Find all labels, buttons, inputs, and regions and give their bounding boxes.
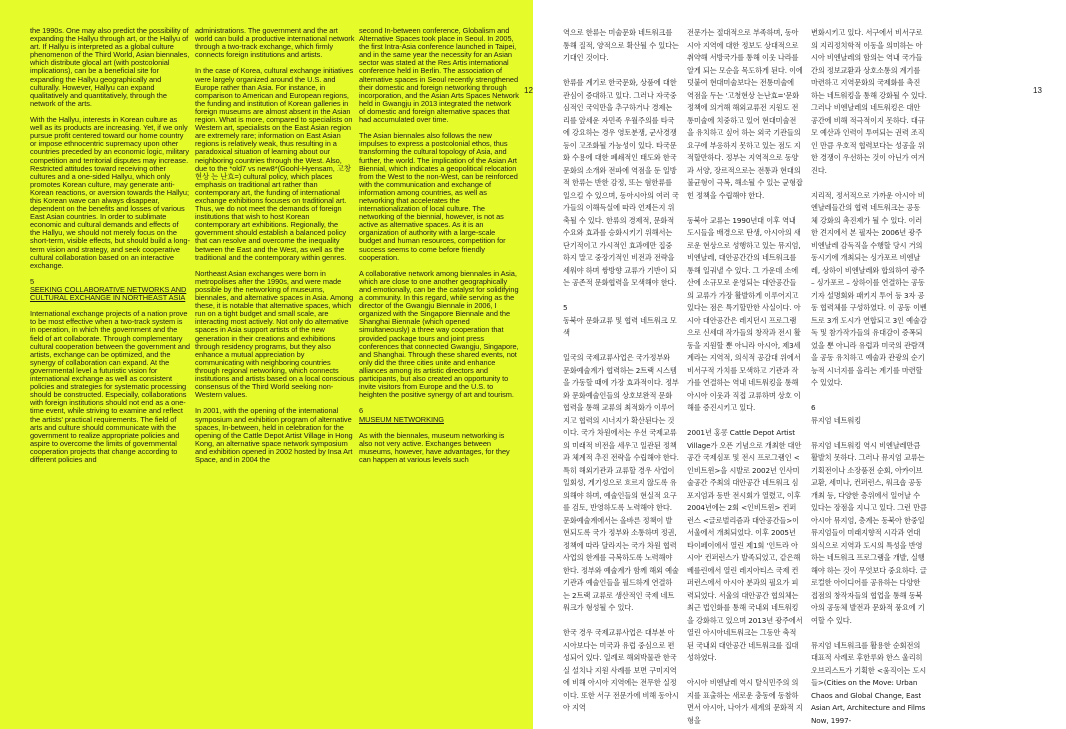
section-number: 5 bbox=[30, 276, 35, 286]
body-paragraph: 동북아 교류는 1990년대 이후 역내 도시들을 배경으로 탄생, 아시아의 새로운 현상으로 성행하고 있는 뮤지엄, 비엔날레, 대안공간간의 네트워크를 통해 일궈낼 수 있다. 그 가운데 소에산에 소규모로 운영되는 대안공간들의 교류가 가장 활발하게 이루어지고 있다는 점은 특기할만한 사실이다. 아시아 대안공간은 레지던시 프로그램으로 신세대 작가들의 창작과 전시 활동을 지원할 뿐 아니라 아시아, 제3세계라는 지역적, 의식적 공감대 위에서 비서구적 가치를 모색하고 기관과 작가를 연결하는 역내 네트워킹을 통해 아시아 이웃과 직접 교류하며 상호 이해를 증진시키고 있다. bbox=[687, 215, 801, 412]
body-paragraph: In 2001, with the opening of the international symposium and exhibition program of alternative spaces, In-between, held in celebration for the opening of the Cattle Depot Artist Village in Hong Kong, an alternative space network symposium and exhibition opened in 2002 hosted by Insa Art Space, and in 2004 the bbox=[195, 406, 353, 464]
korean-column-1 bbox=[563, 27, 679, 727]
body-paragraph: 한류를 계기로 한국문화, 상품에 대한 관심이 증대하고 있다. 그러나 자국중심적인 국익만을 추구하거나 경제논리를 앞세운 자민족 우월주의를 타국에 강요하는 경우 영토분쟁, 군사경쟁 등이 고조화될 가능성이 있다. 타국문화 수용에 대한 폐쇄적인 태도와 한국문화의 소개와 전파에 역점을 둔 일방적 한류는 반한 감정, 또는 혐한류를 일으킬 수 있으며, 동아시아의 여러 국가들의 이해득실에 따라 언제든지 위축될 수 있다. 한류의 경제적, 문화적 수요와 효과를 승화시키기 위해서는 단기적이고 가시적인 효과에만 집중하지 말고 중장기적인 비전과 전략을 세워야 하며 쌍방향 교류가 기반이 되는 공존적 문화협력을 모색해야 한다. bbox=[563, 78, 679, 287]
english-column-3 bbox=[359, 27, 519, 727]
body-paragraph: The Asian biennales also follows the new impulses to express a postcolonial ethos, thus transforming the cultural topology of Asia, and further, the world. The implication of the Asian Art Biennial, which indicates a geopolitical relocation from the West to the non-West, can be reinforced with the communication and exchange of information among countries, as well as networking that accelerates the internationalization of local culture. The networking of the biennial, however, is not as active as alternative spaces. As it is an organization of authority with a large-scale budget and human resources, competition for success seems to come before friendly cooperation. bbox=[359, 131, 518, 262]
body-paragraph: 전문가는 절대적으로 부족하며, 동아시아 지역에 대한 정보도 상대적으로 취약해 서방국가를 통해 이웃 나라를 알게 되는 모순을 목도하게 된다. 이에 덧붙여 현대미술보다는 전통미술에 역점을 두는 '고청현상 는난효='문화정책에 의거해 해외교류전 지원도 전통미술에 치중하고 있어 현대미술전을 유치하고 싶어 하는 외국 기관들의 요구에 부응하지 못하고 있는 점도 지적할만하다. 정부는 지역적으로 동양과 서양, 장르적으로는 전통과 현대의 불균형이 극복, 해소될 수 있는 균형잡힌 정책을 수립해야 한다. bbox=[687, 28, 803, 200]
section-heading: 뮤지엄 네트워킹 bbox=[811, 415, 862, 425]
body-paragraph: With the Hallyu, interests in Korean culture as well as its products are increasing. Yet, if we only pursue profit centered toward our home country or impose ethnocentric supremacy upon other countries preceded by an economic logic, military competition and territorial disputes may increase. Restricted attitudes toward receiving other cultures and a one-sided Hallyu, which only promotes Korean culture, may generate anti-Korean reactions, or aversion towards the Hallyu; this Korean wave can always disappear, dependent on the benefits and losses of various East Asian countries. In order to sublimate economic and cultural demands and effects of the Hallyu, we should not merely focus on the short-term, visible effects, but should build a long-term vision and strategy, and seek cooperative cultural collaboration based on an interactive exchange. bbox=[30, 115, 190, 270]
body-paragraph: 역으로 한류는 미술문화 네트워크를 통해 질적, 양적으로 확산될 수 있다는 기대인 것이다. bbox=[563, 28, 679, 62]
section-heading: MUSEUM NETWORKING bbox=[359, 414, 444, 424]
body-paragraph: In the case of Korea, cultural exchange initiatives were largely organized around the U.S. and Europe rather than Asia. For instance, in comparison to American and European regions, the funding and institution of Korean galleries in foreign museums are almost absent in the Asian region. What is more, compared to specialists on Western art, specialists on the East Asian region are extremely rare; information on East Asian regions is relatively weak, thus resulting in a paradoxical situation of learning about our neighboring countries through the West. Also, due to the *old7 vs new8*(Goohl-Hyensam, 고창현상 는 난효=) cultural policy, which places emphasis on traditional art rather than contemporary art, the funding of international exchange exhibitions focuses on traditional art. Thus, we do not meet the demands of foreign institutions that wish to host Korean contemporary art exhibitions. Regionally, the government should establish a balanced policy that can resolve and overcome the inequality between the East and the West, as well as the traditional and the contemporary within genres. bbox=[195, 66, 354, 262]
body-paragraph: administrations. The government and the art world can build a productive international network through a two-track exchange, which firmly connects foreign institutions and artists. bbox=[195, 27, 355, 60]
body-paragraph: 일국의 국제교류사업은 국가정부와 문화예술계가 협력하는 2트랙 시스템을 가동할 때에 가장 효과적이다. 정부와 문화예술인들의 상호보완적 문화협력을 통해 교류의 최적화가 이루어지고 협력의 시너지가 확산된다는 것이다. 국가 차원에서는 우선 국제교류의 미래적 비전을 세우고 일관된 정책과 체계적 추진 전략을 수립해야 한다. 특히 해외기관과 교류할 경우 사업이 일회성, 게기성으로 흐르지 않도록 유의해야 하며, 예술인들의 현실적 요구를 검토, 반영하도록 노력해야 한다. 문화예술계에서는 올바른 정책이 발현되도록 국가 정부와 소통하며 정권, 정책에 따라 달라지는 국가 차원 협력사업의 한계를 극복하도록 노력해야 한다. 정부와 예술계가 함께 해외 예술 기관과 예술인들을 필드하게 연결하는 2트랙 교류로 생산적인 국제 네트워크가 형성될 수 있다. bbox=[563, 353, 679, 612]
section-number: 6 bbox=[811, 403, 816, 412]
korean-column-3 bbox=[811, 27, 927, 727]
korean-column-2 bbox=[687, 27, 803, 727]
body-paragraph: 한국 경우 국제교류사업은 대부분 아시아보다는 미국과 유럽 중심으로 편성되어 있다. 일례로 해외박물관 한국실 설치나 지원 사례를 보면 구미지역에 비해 아시아 지역에는 전무한 실정이다. 또한 서구 전문가에 비해 동아시아 지역 bbox=[563, 628, 679, 712]
page-number-right: 13 bbox=[1033, 86, 1042, 95]
body-paragraph: 2001년 홍콩 Cattle Depot Artist Village가 오픈 기념으로 개최한 대안공간 국제심포 및 전시 프로그램인 <인비트윈>을 시발로 2002년 인사미술공간 주최의 대안공간 네트워크 심포지엄과 동반 전시회가 열렸고, 이후 2004년에는 2회 <인비트윈> 컨퍼런스 <글로벌리즘과 대안공간들>이 서울에서 개최되었다. 이후 2005년 타이페이에서 열린 제1회 '인트라 아시아' 컨퍼런스가 발족되었고, 같은해 베를린에서 열린 레지아티스 국제 컨퍼런스에서 아시아 분과의 필요가 피력되었다. 서울의 대안공간 협의체는 최근 법인화를 통해 국내외 네트워킹을 강화하고 있으며 2013년 광주에서 열린 아시아네트워크는 그동안 축적된 국내외 대안공간 네트워크를 집대성하였다. bbox=[687, 428, 803, 662]
section-number: 6 bbox=[359, 406, 364, 416]
section-heading: SEEKING COLLABORATIVE NETWORKS AND CULTURAL EXCHANGE IN NORTHEAST ASIA bbox=[30, 285, 187, 303]
right-page-korean bbox=[533, 0, 1066, 729]
body-paragraph: International exchange projects of a nation prove to be most effective when a two-track system is in operation, in which the government and the field of art collaborate. Through complementary cultural cooperation between the government and artists, exchange can be optimized, and the synergy of collaboration can expand. At the governmental level a futuristic vision for international exchange as well as consistent policies and strategies for systematic processing should be constructed. Especially, collaborations with foreign institutions should not end as a one-time event, while striving to examine and reflect the artists' practical requirements. The field of arts and culture should communicate with the government to realize appropriate policies and aspire to overcome the limits of governmental cooperation projects that change according to different policies and bbox=[30, 309, 190, 464]
body-paragraph: A collaborative network among biennales in Asia, which are close to one another geographically and emotionally, can be the catalyst for solidifying a community. In this regard, while serving as the director of the Gwangju Biennale in 2006, I organized with the Singapore Biennale and the Shanghai Biennale (which opened simultaneously) a three way cooperation that provided package tours and joint press conferences that connected Gwangju, Singapore, and Shanghai. Through these shared events, not only did the three cities unite and enhance alliances among its artistic directors and participants, but also created an opportunity to invite visitors from Europe and the U.S. to heighten the positive synergy of art and tourism. bbox=[359, 268, 519, 400]
body-paragraph: As with the biennales, museum networking is also not very active. Exchanges between museums, however, have advantages, for they can happen at various levels such bbox=[359, 430, 510, 464]
section-number: 5 bbox=[563, 303, 568, 312]
body-paragraph: 변화시키고 있다. 서구에서 비서구로의 지리정치학적 이동을 의미하는 아시아 비엔날레의 함의는 역내 국가들간의 정보교환과 상호소통의 계기를 마련하고 지역문화의 국제화를 촉진하는 네트워킹을 통해 강화될 수 있다. 그러나 비엔날레의 네트워킹은 대안공간에 비해 적극적이지 못하다. 대규모 예산과 인력이 투여되는 권력 조직인 만큼 우호적 협력보다는 성공을 위한 경쟁이 우선하는 것이 아닌가 여겨진다. bbox=[811, 28, 927, 175]
body-paragraph: 지리적, 정서적으로 가까운 아시아 비엔날레들간의 협력 네트워크는 공동체 강화의 촉진제가 될 수 있다. 이러한 견지에서 본 필자는 2006년 광주비엔날레 감독직을 수행할 당시 거의 동시기에 개최되는 싱가포르 비엔날레, 상하이 비엔날레와 합의하여 광주 – 싱가포르 – 상하이를 연결하는 공동기자 설명회와 패키지 투어 등 3자 공동 협력체를 구성하였다. 이 공동 이벤트로 3개 도시가 연합되고 3인 예술감독 및 참가작가들의 유대감이 증폭되었을 뿐 아니라 유럽과 미국의 관람객을 공동 유치하고 예술과 관광의 순기능적 시너지를 올리는 계기를 마련할 수 있었다. bbox=[811, 190, 927, 387]
english-column-1 bbox=[30, 27, 190, 727]
body-paragraph: second In-between conference, Globalism and Alternative Spaces took place in Seoul. In 2005, the first Intra-Asia conference launched in Taipei, and in the same year the necessity for an Asian sector was stated at the Res Artis international conference held in Berlin. The association of alternative spaces in Seoul recently strengthened their domestic and foreign networking through incorporation, and the Asian Arts Spaces Network held in Gwangju in 2013 integrated the network of domestic and foreign alternative spaces that had accumulated over time. bbox=[359, 27, 519, 125]
page-number-left: 12 bbox=[524, 86, 533, 95]
body-paragraph: 뮤지엄 네트워킹 역시 비엔날레만큼 활발치 못하다. 그러나 뮤지엄 교류는 기획전이나 소장품전 순회, 아카이브 교환, 세미나, 컨퍼런스, 워크숍 공동개최 등, 다양한 층위에서 일어날 수 있다는 장점을 지니고 있다. 그런 만큼 아시아 뮤지엄, 층계는 동북아 한중일 뮤지엄들이 미래지향적 시각과 연대의식으로 지역과 도시의 특성을 반영하는 네트워크 프로그램을 개발, 실행해야 하는 것이 무엇보다 중요하다. 글로컬한 아이디어를 공유하는 다양한 접점의 창작자들의 협업을 통해 동북아의 공동체 발전과 문화적 풍요에 기여할 수 있다. bbox=[811, 440, 927, 625]
body-paragraph: Northeast Asian exchanges were born in metropolises after the 1990s, and were made possible by the networking of museums, biennales, and alternative spaces in Asia. Among these, it is notable that alternative spaces, which run on a tight budget and small scale, are interacting most actively. Not only do alternative spaces in Asia support artists of the new generation in their creations and exhibitions through residency programs, but they also enhance a mutual appreciation by communicating with neighboring countries through regional networking, which connects institutions and artists based on a local conscious consensus of the Third World seeking non-Western values. bbox=[195, 268, 355, 400]
body-paragraph: 뮤지엄 네트워크를 활용한 순회전의 대표적 사례로 후한루와 한스 울리히 오브리스트가 기획한 <움직이는 도시들>(Cities on the Move: Urban Chaos and Global Change, East Asian Art, Architecture and Films Now, 1997- bbox=[811, 640, 927, 725]
section-heading: 동북아 문화교류 및 협력 네트워크 모색 bbox=[563, 315, 677, 337]
body-paragraph: 아시아 비엔날레 역시 탈식민주의 의지를 표출하는 새로운 충동에 동참하면서 아시아, 나아가 세계의 문화적 지형을 bbox=[687, 678, 803, 725]
body-paragraph: the 1990s. One may also predict the possibility of expanding the Hallyu through art, or the Hallyu of art. If Hallyu is interpreted as a global culture phenomenon of the Third World, Asian biennales, which distribute glocal art (with postcolonial implications), can be a beneficial site for expanding the Hallyu geographically and culturally. However, Hallyu can expand qualitatively and quantitatively, through the network of the arts. bbox=[30, 27, 190, 108]
english-column-2 bbox=[195, 27, 355, 727]
